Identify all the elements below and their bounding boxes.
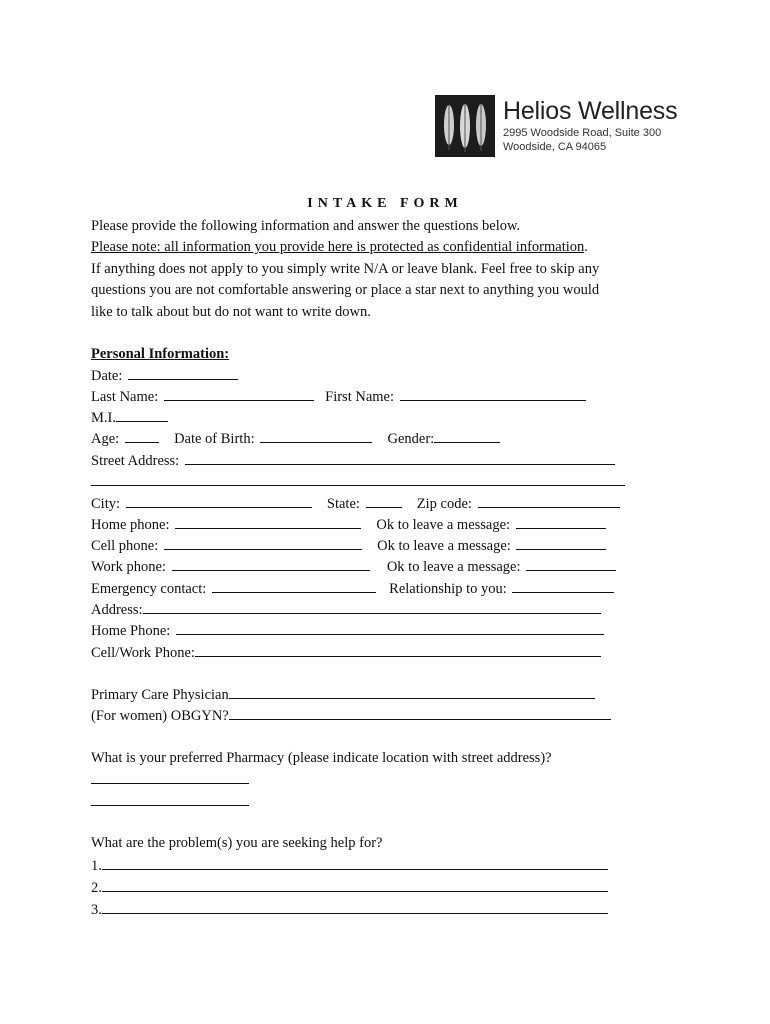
last-name-field[interactable] — [164, 386, 314, 401]
logo-name: Helios Wellness — [503, 97, 678, 125]
name-row — [91, 386, 586, 407]
problem-field-1[interactable] — [102, 855, 608, 870]
ok-message-label: Ok to leave a message: — [386, 559, 521, 575]
state-label: State: — [326, 496, 360, 512]
obgyn-row — [91, 705, 611, 726]
street-row-2 — [91, 471, 625, 492]
city-row — [91, 493, 620, 514]
cell-phone-field[interactable] — [164, 535, 362, 550]
home-phone-label: Home phone: — [91, 517, 170, 533]
pharmacy-question-row — [91, 748, 552, 769]
work-phone-label: Work phone: — [91, 559, 166, 575]
pharmacy-question: What is your preferred Pharmacy (please indicate location with street address)? — [91, 750, 552, 766]
emergency-contact-field[interactable] — [212, 578, 376, 593]
home-phone-row — [91, 514, 606, 535]
cell-phone-row — [91, 535, 606, 556]
problem-row — [91, 899, 608, 920]
em-home-phone-label: Home Phone: — [91, 623, 171, 639]
note-period: . — [584, 239, 588, 256]
date-label: Date: — [91, 368, 123, 384]
address-row — [91, 599, 601, 620]
obgyn-field[interactable] — [229, 705, 611, 720]
em-cell-work-label: Cell/Work Phone: — [91, 645, 195, 661]
street-field-line2[interactable] — [91, 471, 625, 486]
emergency-contact-label: Emergency contact: — [91, 581, 207, 597]
intro-line: Please provide the following information and answer the questions below. — [91, 218, 521, 234]
pharmacy-field-1[interactable] — [91, 769, 249, 784]
date-field[interactable] — [128, 365, 238, 380]
pharmacy-line-row — [91, 791, 249, 812]
problem-number: 1. — [91, 858, 102, 874]
problem-row — [91, 855, 608, 876]
address-label: Address: — [91, 602, 143, 618]
intro-line: questions you are not comfortable answering or place a star next to anything you would — [91, 282, 600, 299]
pharmacy-field-2[interactable] — [91, 791, 249, 806]
first-name-field[interactable] — [400, 386, 586, 401]
problems-question: What are the problem(s) you are seeking help for? — [91, 835, 383, 851]
relationship-label: Relationship to you: — [389, 581, 507, 597]
work-ok-message-field[interactable] — [526, 556, 616, 571]
cell-phone-label: Cell phone: — [91, 538, 159, 554]
confidential-note: Please note: all information you provide here is protected as confidential information — [91, 239, 585, 256]
pcp-row — [91, 684, 595, 705]
intro-line: If anything does not apply to you simply write N/A or leave blank. Feel free to skip any — [91, 260, 600, 277]
age-row — [91, 428, 500, 449]
work-phone-field[interactable] — [172, 556, 370, 571]
work-phone-row — [91, 556, 616, 577]
state-field[interactable] — [366, 493, 402, 508]
gender-field[interactable] — [434, 428, 500, 443]
em-cell-work-field[interactable] — [195, 642, 601, 657]
ok-message-label: Ok to leave a message: — [376, 517, 511, 533]
city-label: City: — [91, 496, 121, 512]
intro-line: like to talk about but do not want to write down. — [91, 303, 371, 320]
pharmacy-line-row — [91, 769, 249, 790]
intro-note — [91, 237, 691, 258]
logo-address-line2: Woodside, CA 94065 — [503, 141, 607, 153]
em-home-phone-field[interactable] — [176, 620, 604, 635]
personal-info-heading-row — [91, 344, 229, 365]
problem-field-3[interactable] — [102, 899, 608, 914]
date-row — [91, 365, 238, 386]
gender-label: Gender: — [387, 431, 435, 447]
home-ok-message-field[interactable] — [516, 514, 606, 529]
zip-label: Zip code: — [416, 496, 472, 512]
problems-question-row — [91, 833, 383, 854]
pcp-field[interactable] — [229, 684, 595, 699]
mi-field[interactable] — [116, 407, 168, 422]
logo — [435, 95, 695, 159]
intro-text — [91, 216, 691, 323]
first-name-label: First Name: — [325, 389, 394, 405]
em-home-phone-row — [91, 620, 604, 641]
age-label: Age: — [91, 431, 120, 447]
street-row — [91, 450, 615, 471]
relationship-field[interactable] — [512, 578, 614, 593]
feathers-logo-icon — [435, 95, 495, 157]
problem-field-2[interactable] — [102, 877, 608, 892]
page-title: INTAKE FORM — [307, 196, 463, 211]
logo-address-line1: 2995 Woodside Road, Suite 300 — [503, 127, 662, 139]
last-name-label: Last Name: — [91, 389, 159, 405]
obgyn-label: (For women) OBGYN? — [91, 708, 229, 724]
em-cell-work-row — [91, 642, 601, 663]
section-heading: Personal Information: — [91, 346, 230, 362]
city-field[interactable] — [126, 493, 312, 508]
home-phone-field[interactable] — [175, 514, 361, 529]
cell-ok-message-field[interactable] — [516, 535, 606, 550]
ok-message-label: Ok to leave a message: — [377, 538, 511, 554]
emergency-row — [91, 578, 614, 599]
mi-label: M.I. — [91, 410, 116, 426]
problem-row — [91, 877, 608, 898]
dob-label: Date of Birth: — [174, 431, 255, 447]
pcp-label: Primary Care Physician — [91, 687, 229, 703]
address-field[interactable] — [143, 599, 601, 614]
street-label: Street Address: — [91, 453, 180, 469]
mi-row — [91, 407, 168, 428]
dob-field[interactable] — [260, 428, 372, 443]
problem-number: 2. — [91, 880, 102, 896]
zip-field[interactable] — [478, 493, 620, 508]
age-field[interactable] — [125, 428, 159, 443]
problem-number: 3. — [91, 902, 102, 918]
street-field[interactable] — [185, 450, 615, 465]
